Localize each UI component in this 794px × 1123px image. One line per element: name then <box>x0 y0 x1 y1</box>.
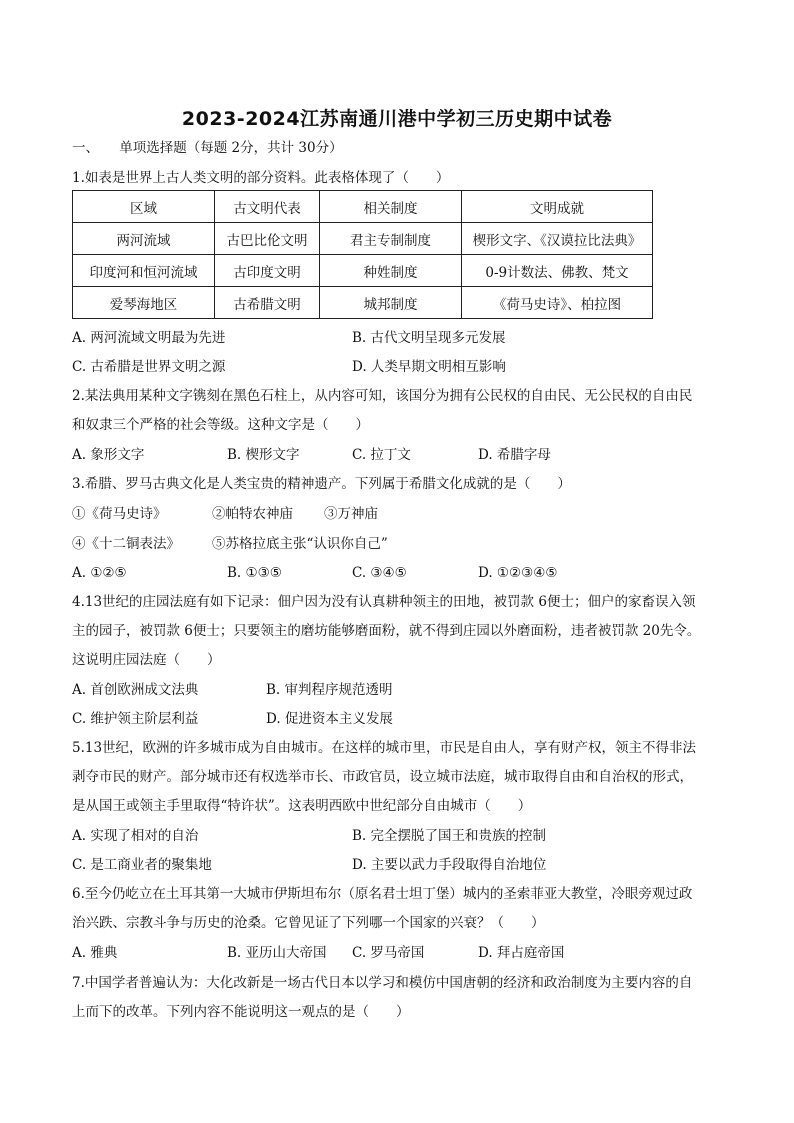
q5-option-d: D. 主要以武力手段取得自治地位 <box>352 857 547 873</box>
q5-option-b: B. 完全摆脱了国王和贵族的控制 <box>352 828 547 844</box>
table-cell: 楔形文字、《汉谟拉比法典》 <box>462 223 653 255</box>
question-6-stem-line1: 6.至今仍屹立在土耳其第一大城市伊斯坦布尔（原名君士坦丁堡）城内的圣索菲亚大教堂，冷眼旁观过政 <box>72 886 693 902</box>
q3-item-2: ②帕特农神庙 <box>212 506 293 522</box>
table-header-cell: 古文明代表 <box>215 191 320 223</box>
q3-option-d: D. ①②③④⑤ <box>478 565 558 581</box>
table-header-row <box>73 191 653 223</box>
table-cell: 古印度文明 <box>215 255 320 287</box>
q3-option-a: A. ①②⑤ <box>72 565 127 581</box>
question-5-stem-line3: 是从国王或领主手里取得“特许状”。这表明西欧中世纪部分自由城市（ ） <box>72 798 532 814</box>
q6-option-a: A. 雅典 <box>72 945 118 961</box>
question-5-stem-line2: 剥夺市民的财产。部分城市还有权选举市长、市政官员，设立城市法庭，城市取得自由和自治权的形式， <box>72 769 693 785</box>
question-1-stem: 1.如表是世界上古人类文明的部分资料。此表格体现了（ ） <box>72 170 450 186</box>
q6-option-d: D. 拜占庭帝国 <box>478 945 565 961</box>
question-4-stem-line3: 这说明庄园法庭（ ） <box>72 652 221 668</box>
q3-item-3: ③万神庙 <box>324 506 378 522</box>
table-cell: 君主专制制度 <box>320 223 462 255</box>
table-header-cell: 文明成就 <box>462 191 653 223</box>
table-row <box>73 223 653 255</box>
q1-option-a: A. 两河流域文明最为先进 <box>72 330 226 346</box>
table-header-cell: 相关制度 <box>320 191 462 223</box>
question-2-stem-line2: 和奴隶三个严格的社会等级。这种文字是（ ） <box>72 417 369 433</box>
table-cell: 古希腊文明 <box>215 287 320 319</box>
table-cell: 0-9计数法、佛教、梵文 <box>462 255 653 287</box>
question-3-stem: 3.希腊、罗马古典文化是人类宝贵的精神遗产。下列属于希腊文化成就的是（ ） <box>72 476 571 492</box>
q4-option-a: A. 首创欧洲成文法典 <box>72 682 199 698</box>
exam-title: 2023-2024江苏南通川港中学初三历史期中试卷 <box>181 108 613 130</box>
table-cell: 两河流域 <box>73 223 215 255</box>
question-6-stem-line2: 治兴跌、宗教斗争与历史的沧桑。它曾见证了下列哪一个国家的兴衰？（ ） <box>72 915 545 931</box>
q1-option-c: C. 古希腊是世界文明之源 <box>72 359 226 375</box>
question-4-stem-line1: 4.13世纪的庄园法庭有如下记录：佃户因为没有认真耕种领主的田地，被罚款 6便士；佃户的家畜误入领 <box>72 594 696 610</box>
section-heading: 一、 单项选择题（每题 2分，共计 30分） <box>72 140 343 156</box>
q6-option-c: C. 罗马帝国 <box>352 945 425 961</box>
table-cell: 印度河和恒河流域 <box>73 255 215 287</box>
q2-option-c: C. 拉丁文 <box>352 447 411 463</box>
q1-option-d: D. 人类早期文明相互影响 <box>352 359 506 375</box>
table-cell: 《荷马史诗》、柏拉图 <box>462 287 653 319</box>
question-4-stem-line2: 主的园子，被罚款 6便士；只要领主的磨坊能够磨面粉，就不得到庄园以外磨面粉，违者被罚款 20先令。 <box>72 623 701 639</box>
question-7-stem-line1: 7.中国学者普遍认为：大化改新是一场古代日本以学习和模仿中国唐朝的经济和政治制度为主要内容的自 <box>72 975 693 991</box>
q4-option-b: B. 审判程序规范透明 <box>266 682 393 698</box>
table-cell: 城邦制度 <box>320 287 462 319</box>
q3-option-c: C. ③④⑤ <box>352 565 407 581</box>
q4-option-c: C. 维护领主阶层利益 <box>72 711 199 727</box>
question-7-stem-line2: 上而下的改革。下列内容不能说明这一观点的是（ ） <box>72 1004 410 1020</box>
q1-option-b: B. 古代文明呈现多元发展 <box>352 330 506 346</box>
table-cell: 古巴比伦文明 <box>215 223 320 255</box>
civilization-table <box>72 190 653 319</box>
q6-option-b: B. 亚历山大帝国 <box>227 945 327 961</box>
q5-option-c: C. 是工商业者的聚集地 <box>72 857 212 873</box>
q2-option-b: B. 楔形文字 <box>227 447 300 463</box>
q5-option-a: A. 实现了相对的自治 <box>72 828 199 844</box>
table-row <box>73 287 653 319</box>
q3-option-b: B. ①③⑤ <box>227 565 282 581</box>
table-row <box>73 255 653 287</box>
q2-option-a: A. 象形文字 <box>72 447 145 463</box>
q3-item-4: ④《十二铜表法》 <box>72 536 180 552</box>
q4-option-d: D. 促进资本主义发展 <box>266 711 393 727</box>
table-cell: 爱琴海地区 <box>73 287 215 319</box>
q2-option-d: D. 希腊字母 <box>478 447 551 463</box>
question-5-stem-line1: 5.13世纪，欧洲的许多城市成为自由城市。在这样的城市里，市民是自由人，享有财产权，领主不得非法 <box>72 740 697 756</box>
q3-item-5: ⑤苏格拉底主张“认识你自己” <box>212 536 388 552</box>
q3-item-1: ①《荷马史诗》 <box>72 506 167 522</box>
question-2-stem-line1: 2.某法典用某种文字镌刻在黑色石柱上，从内容可知，该国分为拥有公民权的自由民、无公民权的自由民 <box>72 388 693 404</box>
table-header-cell: 区域 <box>73 191 215 223</box>
table-cell: 种姓制度 <box>320 255 462 287</box>
